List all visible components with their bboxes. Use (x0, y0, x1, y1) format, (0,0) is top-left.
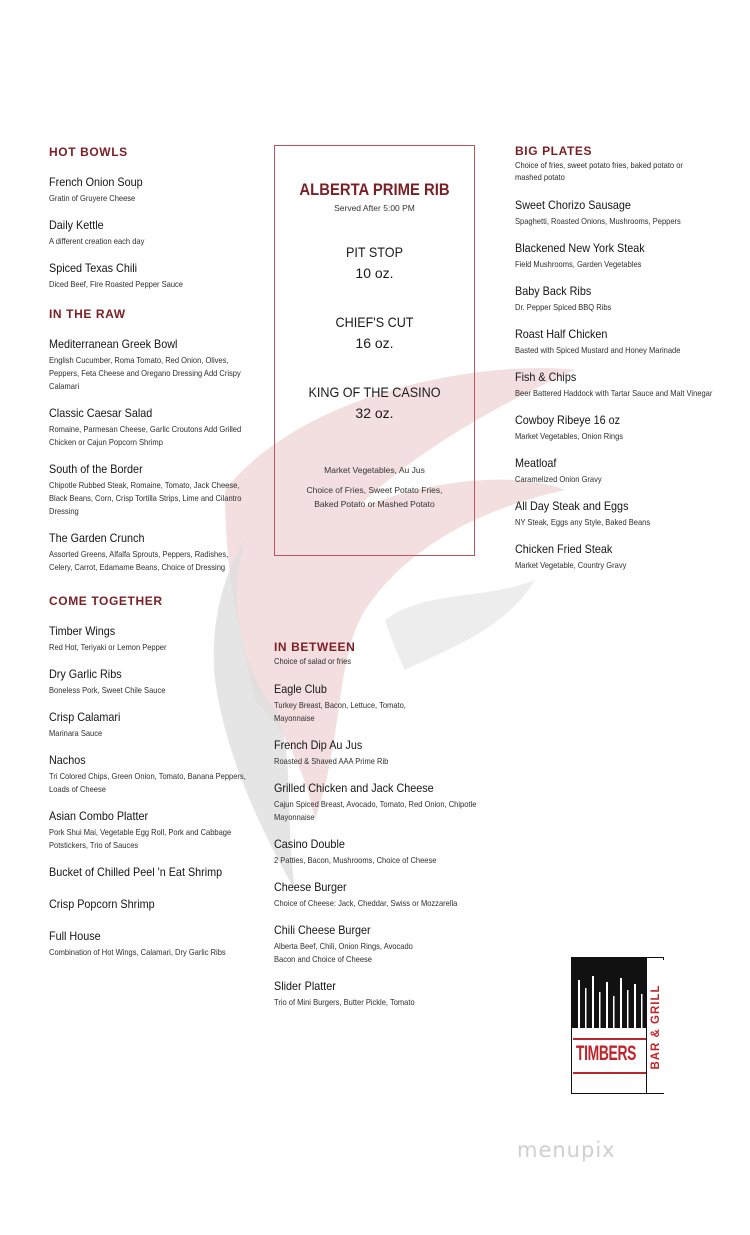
item-name: Casino Double (274, 837, 345, 851)
item-desc: Beer Battered Haddock with Tartar Sauce and Malt Vinegar (515, 389, 713, 398)
right-column (515, 144, 730, 585)
in-between-subtitle: Choice of salad or fries (274, 657, 352, 666)
menu-item (274, 923, 489, 966)
menu-item (49, 218, 254, 248)
cut-size: 32 oz. (355, 405, 394, 421)
menu-item (515, 370, 730, 400)
item-name: Roast Half Chicken (515, 327, 608, 341)
item-name: French Dip Au Jus (274, 738, 363, 752)
menu-item (274, 682, 489, 725)
item-desc: Diced Beef, Fire Roasted Pepper Sauce (49, 280, 183, 289)
left-column (49, 145, 254, 972)
item-desc: 2 Patties, Bacon, Mushrooms, Choice of Cheese (274, 856, 437, 865)
logo-subtitle-strip (646, 960, 665, 1093)
timbers-logo (571, 957, 664, 1094)
logo-band-bottom (573, 1072, 649, 1074)
item-desc: A different creation each day (49, 237, 145, 246)
item-desc: English Cucumber, Roma Tomato, Red Onion, Olives, Peppers, Feta Cheese and Oregano Dressing Add Crispy Calamari (49, 356, 241, 391)
menu-item (274, 781, 489, 824)
prime-cut (275, 383, 474, 425)
menu-item (49, 865, 254, 880)
menu-item (274, 880, 489, 910)
item-name: Chili Cheese Burger (274, 923, 371, 937)
prime-rib-served: Served After 5:00 PM (334, 203, 415, 213)
tree-silhouette-icon (572, 958, 647, 1028)
menu-item (274, 979, 489, 1009)
prime-cut (275, 313, 474, 355)
cut-name: KING OF THE CASINO (308, 384, 441, 400)
menu-item (49, 406, 254, 449)
item-desc: Choice of Cheese: Jack, Cheddar, Swiss or Mozzarella (274, 899, 458, 908)
item-name: Timber Wings (49, 624, 116, 638)
item-desc: Red Hot, Teriyaki or Lemon Pepper (49, 643, 167, 652)
item-name: Eagle Club (274, 682, 327, 696)
item-name: Full House (49, 929, 101, 943)
item-desc: Trio of Mini Burgers, Butter Pickle, Tomato (274, 998, 415, 1007)
item-name: Spiced Texas Chili (49, 261, 138, 275)
item-desc: Romaine, Parmesan Cheese, Garlic Croutons Add Grilled Chicken or Cajun Popcorn Shrimp (49, 425, 242, 447)
menu-item (515, 456, 730, 486)
menu-item (49, 531, 254, 574)
item-name: Meatloaf (515, 456, 557, 470)
menu-item (515, 499, 730, 529)
item-desc: Combination of Hot Wings, Calamari, Dry Garlic Ribs (49, 948, 226, 957)
item-desc: Tri Colored Chips, Green Onion, Tomato, Banana Peppers, Loads of Cheese (49, 772, 246, 794)
item-desc: Boneless Pork, Sweet Chile Sauce (49, 686, 166, 695)
middle-column (274, 640, 489, 1022)
menu-item (49, 261, 254, 291)
big-plates-subtitle: Choice of fries, sweet potato fries, baked potato or mashed potato (515, 161, 683, 182)
item-name: The Garden Crunch (49, 531, 145, 545)
menu-item (49, 710, 254, 740)
item-name: Nachos (49, 753, 86, 767)
item-name: French Onion Soup (49, 175, 143, 189)
item-name: Chicken Fried Steak (515, 542, 613, 556)
prime-cut (275, 243, 474, 285)
item-desc: Market Vegetable, Country Gravy (515, 561, 627, 570)
item-desc: Dr. Pepper Spiced BBQ Ribs (515, 303, 612, 312)
item-desc: Cajun Spiced Breast, Avocado, Tomato, Red Onion, Chipotle Mayonnaise (274, 800, 477, 822)
menu-item (49, 809, 254, 852)
item-name: Cowboy Ribeye 16 oz (515, 413, 621, 427)
come-together-title: COME TOGETHER (49, 594, 163, 608)
menu-item (49, 897, 254, 912)
menu-item (515, 241, 730, 271)
prime-rib-box (274, 145, 475, 556)
item-name: Fish & Chips (515, 370, 577, 384)
item-desc: Marinara Sauce (49, 729, 103, 738)
item-name: Classic Caesar Salad (49, 406, 153, 420)
menu-item (274, 837, 489, 867)
item-name: Crisp Calamari (49, 710, 121, 724)
item-name: Slider Platter (274, 979, 336, 993)
hot-bowls-title: HOT BOWLS (49, 145, 128, 159)
item-desc: Gratin of Gruyere Cheese (49, 194, 136, 203)
item-desc: Basted with Spiced Mustard and Honey Marinade (515, 346, 681, 355)
item-desc: Spaghetti, Roasted Onions, Mushrooms, Peppers (515, 217, 681, 226)
item-name: Blackened New York Steak (515, 241, 645, 255)
item-name: Grilled Chicken and Jack Cheese (274, 781, 434, 795)
item-desc: Caramelized Onion Gravy (515, 475, 602, 484)
item-name: Crisp Popcorn Shrimp (49, 897, 155, 911)
prime-rib-title: ALBERTA PRIME RIB (299, 181, 450, 199)
menu-item (515, 198, 730, 228)
logo-subtitle: BAR & GRILL (650, 983, 662, 1070)
item-desc: Market Vegetables, Onion Rings (515, 432, 624, 441)
menu-item (49, 753, 254, 796)
menu-item (49, 175, 254, 205)
item-desc: Pork Shui Mai, Vegetable Egg Roll, Pork and Cabbage Potstickers, Trio of Sauces (49, 828, 232, 850)
prime-rib-notes (275, 463, 474, 511)
item-desc: Roasted & Shaved AAA Prime Rib (274, 757, 389, 766)
menu-item (274, 738, 489, 768)
menu-item (515, 284, 730, 314)
menupix-watermark: menupix (517, 1138, 616, 1162)
menu-item (49, 337, 254, 393)
item-name: Mediterranean Greek Bowl (49, 337, 178, 351)
item-desc: Field Mushrooms, Garden Vegetables (515, 260, 642, 269)
item-name: Cheese Burger (274, 880, 347, 894)
cut-name: PIT STOP (346, 244, 403, 260)
item-desc: Turkey Breast, Bacon, Lettuce, Tomato, Mayonnaise (274, 701, 406, 723)
prime-note-1: Market Vegetables, Au Jus (324, 465, 425, 475)
menu-item (49, 462, 254, 518)
item-name: Daily Kettle (49, 218, 104, 232)
item-desc: Alberta Beef, Chili, Onion Rings, Avocado Bacon and Choice of Cheese (274, 942, 413, 964)
cut-size: 10 oz. (355, 265, 394, 281)
item-desc: NY Steak, Eggs any Style, Baked Beans (515, 518, 651, 527)
item-name: Sweet Chorizo Sausage (515, 198, 631, 212)
logo-name: TIMBERS (576, 1042, 637, 1065)
item-name: South of the Border (49, 462, 143, 476)
big-plates-title: BIG PLATES (515, 144, 593, 158)
menu-item (515, 542, 730, 572)
item-name: Asian Combo Platter (49, 809, 149, 823)
menu-item (49, 667, 254, 697)
menu-item (515, 413, 730, 443)
cut-size: 16 oz. (355, 335, 394, 351)
prime-note-2: Choice of Fries, Sweet Potato Fries, Baked Potato or Mashed Potato (306, 485, 443, 509)
item-name: Baby Back Ribs (515, 284, 592, 298)
item-name: All Day Steak and Eggs (515, 499, 629, 513)
menu-item (49, 624, 254, 654)
item-desc: Chipotle Rubbed Steak, Romaine, Tomato, Jack Cheese, Black Beans, Corn, Crisp Tortilla Strips, Lime and Cilantro Dressing (49, 481, 242, 516)
logo-band-top (573, 1038, 649, 1040)
item-name: Bucket of Chilled Peel 'n Eat Shrimp (49, 865, 223, 879)
menu-item (515, 327, 730, 357)
cut-name: CHIEF'S CUT (335, 314, 414, 330)
menu-item (49, 929, 254, 959)
item-desc: Assorted Greens, Alfalfa Sprouts, Peppers, Radishes, Celery, Carrot, Edamame Beans, Choice of Dressing (49, 550, 229, 572)
in-the-raw-title: IN THE RAW (49, 307, 126, 321)
item-name: Dry Garlic Ribs (49, 667, 122, 681)
in-between-title: IN BETWEEN (274, 640, 356, 654)
